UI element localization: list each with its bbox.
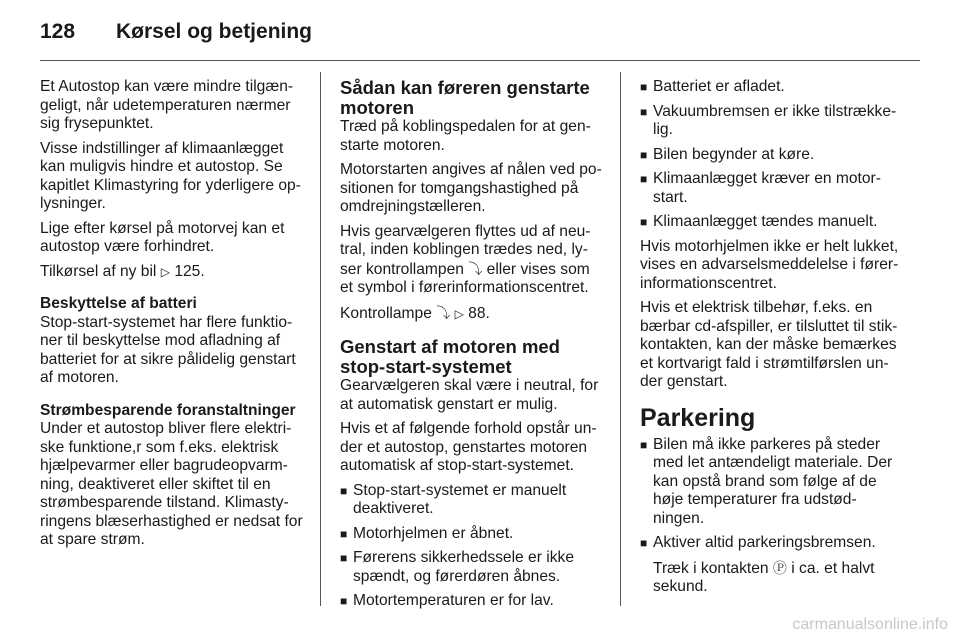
paragraph: Visse indstillinger af klimaanlægget kan muligvis hindre et autostop. Se kapitlet Klimastyring for yderligere op-lysninger. — [40, 139, 301, 212]
paragraph: Motorstarten angives af nålen ved po-sitionen for tomgangshastighed på omdrejningstælleren. — [340, 161, 602, 215]
paragraph: Lige efter kørsel på motorvej kan et autostop være forhindret. — [40, 219, 285, 255]
list-item: ■ Bilen må ikke parkeres på steder med let antændeligt materiale. Der kan opstå brand som følge af de høje temperaturer fra udstød-ningen. — [640, 436, 906, 529]
text: eller vises som et symbol i førerinformationscentret. — [340, 260, 590, 296]
subheading-power-saving: Strømbesparende foranstaltninger — [40, 401, 296, 419]
list-item: ■ Stop-start-systemet er manuelt deaktiveret. — [340, 482, 606, 519]
list-item: ■ Motortemperaturen er for lav. — [340, 592, 606, 611]
list-item: ■ Aktiver altid parkeringsbremsen. — [640, 534, 906, 553]
stop-start-lamp-icon: ⤵ — [468, 260, 483, 277]
section-heading-parking: Parkering — [640, 403, 756, 432]
page-title: Kørsel og betjening — [116, 20, 313, 43]
parking-brake-switch-icon: Ⓟ — [772, 559, 787, 576]
header-divider — [40, 60, 920, 61]
paragraph-ref — [40, 263, 306, 282]
arrow-right-icon: ▷ — [454, 306, 464, 321]
list-item: ■ Motorhjelmen er åbnet. — [340, 525, 606, 544]
list-item: ■ Vakuumbremsen er ikke tilstrække-lig. — [640, 103, 906, 140]
ref-text: Kontrollampe — [340, 304, 432, 322]
arrow-right-icon: ▷ — [160, 264, 170, 279]
paragraph: Under et autostop bliver flere elektri-ske funktione,r som f.eks. elektrisk hjælpevarmer eller bagrudeopvarm-ning, deaktiveret eller skiftet til en strømbesparende tilstand. Klimasty-ringens blæserhastighed er nedsat for at spare strøm. — [40, 420, 303, 548]
page-header — [40, 20, 920, 54]
paragraph: Hvis et af følgende forhold opstår un-der et autostop, genstartes motoren automatisk af stop-start-systemet. — [340, 420, 597, 474]
stop-start-lamp-icon: ⤵ — [436, 304, 451, 321]
column-divider-1 — [320, 72, 321, 606]
list-item: ■ Klimaanlægget tændes manuelt. — [640, 213, 906, 232]
page-ref-link[interactable]: 125. — [174, 262, 205, 280]
subheading-battery: Beskyttelse af batteri — [40, 295, 197, 312]
paragraph: Gearvælgeren skal være i neutral, for at automatisk genstart er mulig. — [340, 377, 599, 413]
section-heading-auto-restart: Genstart af motoren med stop-start-systemet — [340, 336, 560, 377]
column-divider-2 — [620, 72, 621, 606]
text: Hvis gearvælgeren flyttes ud af neu-tral, inden koblingen trædes ned, ly-ser kontrollampen — [340, 222, 591, 278]
paragraph: Stop-start-systemet har flere funktio-ner til beskyttelse mod afladning af batteriet for at sikre pålidelig genstart af motoren. — [40, 313, 296, 386]
paragraph: Træd på koblingspedalen for at gen-starte motoren. — [340, 118, 591, 154]
section-heading-restart: Sådan kan føreren genstarte motoren — [340, 77, 590, 118]
list-item: ■ Batteriet er afladet. — [640, 78, 906, 97]
ref-text: Tilkørsel af ny bil — [40, 262, 157, 280]
page-number: 128 — [40, 20, 76, 43]
column-1 — [40, 78, 306, 556]
text: Træk i kontakten — [653, 559, 769, 577]
watermark: carmanualsonline.info — [792, 616, 948, 633]
paragraph-lamp — [340, 223, 606, 298]
list-item: ■ Bilen begynder at køre. — [640, 146, 906, 165]
paragraph: Hvis et elektrisk tilbehør, f.eks. en bærbar cd-afspiller, er tilsluttet til stik-kontakten, kan der måske bemærkes et kortvarigt fald i strømtilførslen un-der genstart. — [640, 299, 898, 390]
list-item: ■ Førerens sikkerhedssele er ikke spændt, og førerdøren åbnes. — [340, 549, 606, 586]
paragraph: Et Autostop kan være mindre tilgæn-geligt, når udetemperaturen nærmer sig frysepunktet. — [40, 78, 294, 132]
column-2 — [340, 78, 606, 617]
paragraph: Hvis motorhjelmen ikke er helt lukket, vises en advarselsmeddelelse i fører-informationscentret. — [640, 237, 899, 292]
list-item: ■ Klimaanlægget kræver en motor-start. — [640, 170, 906, 207]
page-ref-link[interactable]: 88. — [468, 304, 490, 322]
paragraph-ref — [340, 304, 606, 324]
paragraph-switch — [640, 559, 906, 597]
column-3 — [640, 78, 906, 603]
text: i ca. et halvt sekund. — [653, 559, 875, 595]
